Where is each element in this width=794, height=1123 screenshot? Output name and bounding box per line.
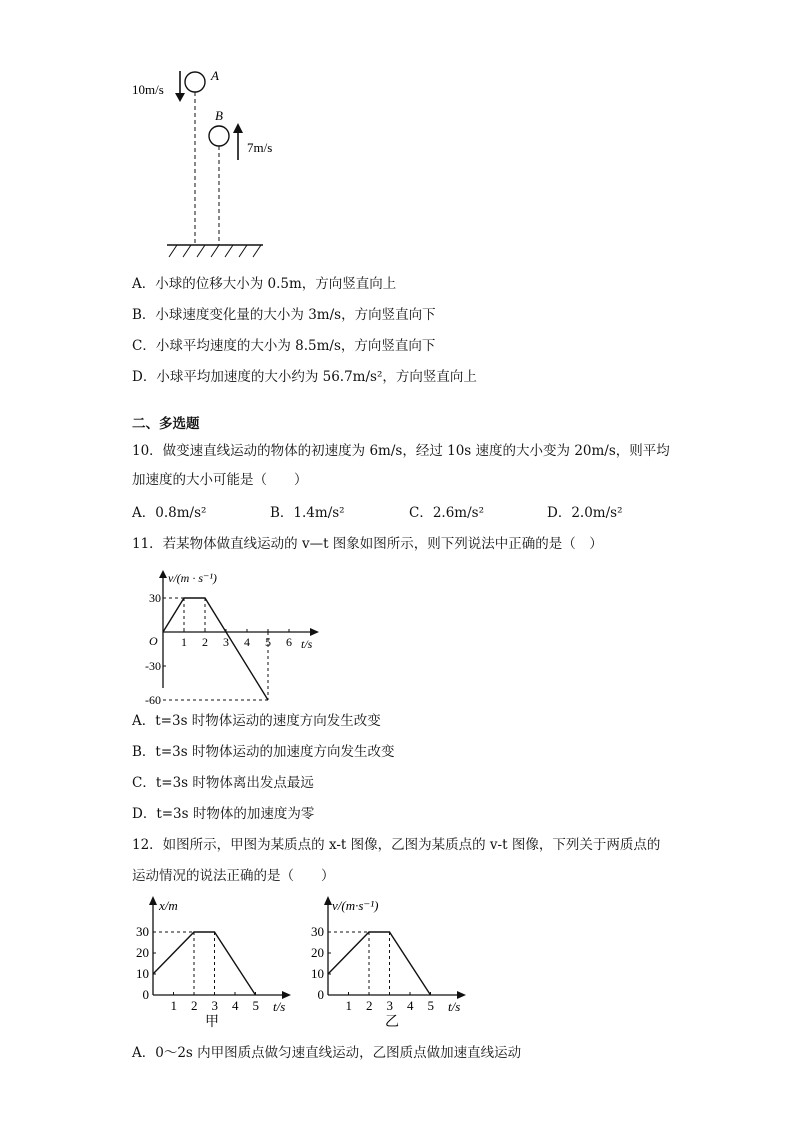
ball-b [209, 126, 229, 146]
x-axis-label: t/s [273, 999, 286, 1014]
x-tick-label: 3 [211, 998, 218, 1013]
x-tick-label: 2 [366, 998, 373, 1013]
graph-caption: 甲 [205, 1015, 219, 1030]
x-axis-arrow [282, 991, 291, 999]
x-axis-arrow [310, 628, 319, 636]
ball-a [185, 72, 205, 92]
y-tick-label: -60 [145, 693, 161, 707]
y-tick-label: 30 [136, 924, 149, 939]
q10-option-b: B．1.4m/s² [270, 505, 345, 521]
ball-b-label: B [215, 108, 223, 123]
q11-option-c: C．t=3s 时物体离出发点最远 [132, 775, 314, 791]
x-axis-label: t/s [448, 999, 461, 1014]
graph-caption: 乙 [385, 1015, 399, 1030]
y-tick-label: 30 [149, 591, 161, 605]
x-axis-arrow [457, 991, 466, 999]
q9-option-b: B．小球速度变化量的大小为 3m/s，方向竖直向下 [132, 307, 436, 323]
q9-option-d: D．小球平均加速度的大小约为 56.7m/s²，方向竖直向上 [132, 369, 477, 385]
x-tick-label: 3 [386, 998, 393, 1013]
q9-option-c: C．小球平均速度的大小为 8.5m/s，方向竖直向下 [132, 338, 436, 354]
q12-option-a: A．0～2s 内甲图质点做匀速直线运动，乙图质点做加速直线运动 [132, 1045, 522, 1061]
arrow-down-head [175, 93, 185, 102]
q10-line2: 加速度的大小可能是（ ） [132, 472, 308, 488]
q9-option-a: A．小球的位移大小为 0.5m，方向竖直向上 [132, 276, 397, 292]
ground-hatching [169, 245, 261, 257]
q12-line2: 运动情况的说法正确的是（ ） [132, 868, 335, 884]
y-axis-label: v/(m · s⁻¹) [168, 571, 217, 585]
origin-label: O [149, 634, 158, 648]
x-tick-label: 4 [244, 635, 250, 649]
y-axis-arrow [149, 896, 157, 905]
q10-option-c: C．2.6m/s² [409, 505, 484, 521]
x-tick-label: 1 [345, 998, 352, 1013]
arrow-up-head [233, 123, 243, 133]
y-tick-label: 0 [317, 987, 324, 1002]
y-axis-label: x/m [159, 898, 178, 913]
y-axis-arrow [159, 570, 167, 578]
x-tick-label: 1 [170, 998, 177, 1013]
y-tick-label: -30 [145, 659, 161, 673]
speed-a-label: 10m/s [132, 82, 164, 97]
q10-line1: 10．做变速直线运动的物体的初速度为 6m/s，经过 10s 速度的大小变为 20m/s，则平均 [132, 443, 670, 459]
y-tick-label: 0 [142, 987, 149, 1002]
x-tick-label: 5 [427, 998, 434, 1013]
section-title: 二、多选题 [132, 416, 200, 432]
x-tick-label: 5 [265, 635, 271, 649]
x-tick-label: 6 [286, 635, 292, 649]
y-tick-label: 10 [136, 966, 149, 981]
vt-line [328, 932, 431, 995]
q11-option-b: B．t=3s 时物体运动的加速度方向发生改变 [132, 744, 395, 760]
y-tick-label: 20 [136, 945, 149, 960]
q10-option-a: A．0.8m/s² [132, 505, 207, 521]
y-tick-label: 30 [311, 924, 324, 939]
q10-option-d: D．2.0m/s² [547, 505, 623, 521]
vt-line [163, 598, 268, 700]
x-tick-label: 2 [202, 635, 208, 649]
x-tick-label: 5 [252, 998, 259, 1013]
q11-vt-graph [135, 568, 335, 707]
x-axis-label: t/s [301, 637, 313, 651]
x-tick-label: 3 [223, 635, 229, 649]
q12-xt-graph [135, 893, 305, 1033]
x-tick-label: 1 [181, 635, 187, 649]
y-axis-label: v/(m·s⁻¹) [332, 898, 379, 913]
speed-b-label: 7m/s [247, 140, 273, 155]
q12-vt-graph [310, 893, 485, 1033]
q11-option-d: D．t=3s 时物体的加速度为零 [132, 806, 315, 822]
x-tick-label: 4 [407, 998, 414, 1013]
ball-a-label: A [211, 68, 219, 83]
ball-motion-figure [125, 65, 295, 260]
x-tick-label: 4 [232, 998, 239, 1013]
q11-option-a: A．t=3s 时物体运动的速度方向发生改变 [132, 713, 381, 729]
x-tick-label: 2 [191, 998, 198, 1013]
y-tick-label: 10 [311, 966, 324, 981]
y-tick-label: 20 [311, 945, 324, 960]
xt-line [153, 932, 256, 995]
q11-text: 11．若某物体做直线运动的 v—t 图象如图所示，则下列说法中正确的是（ ） [132, 536, 603, 552]
y-axis-arrow [324, 896, 332, 905]
q12-line1: 12．如图所示，甲图为某质点的 x-t 图像，乙图为某质点的 v-t 图像，下列关于两质点的 [132, 837, 661, 853]
